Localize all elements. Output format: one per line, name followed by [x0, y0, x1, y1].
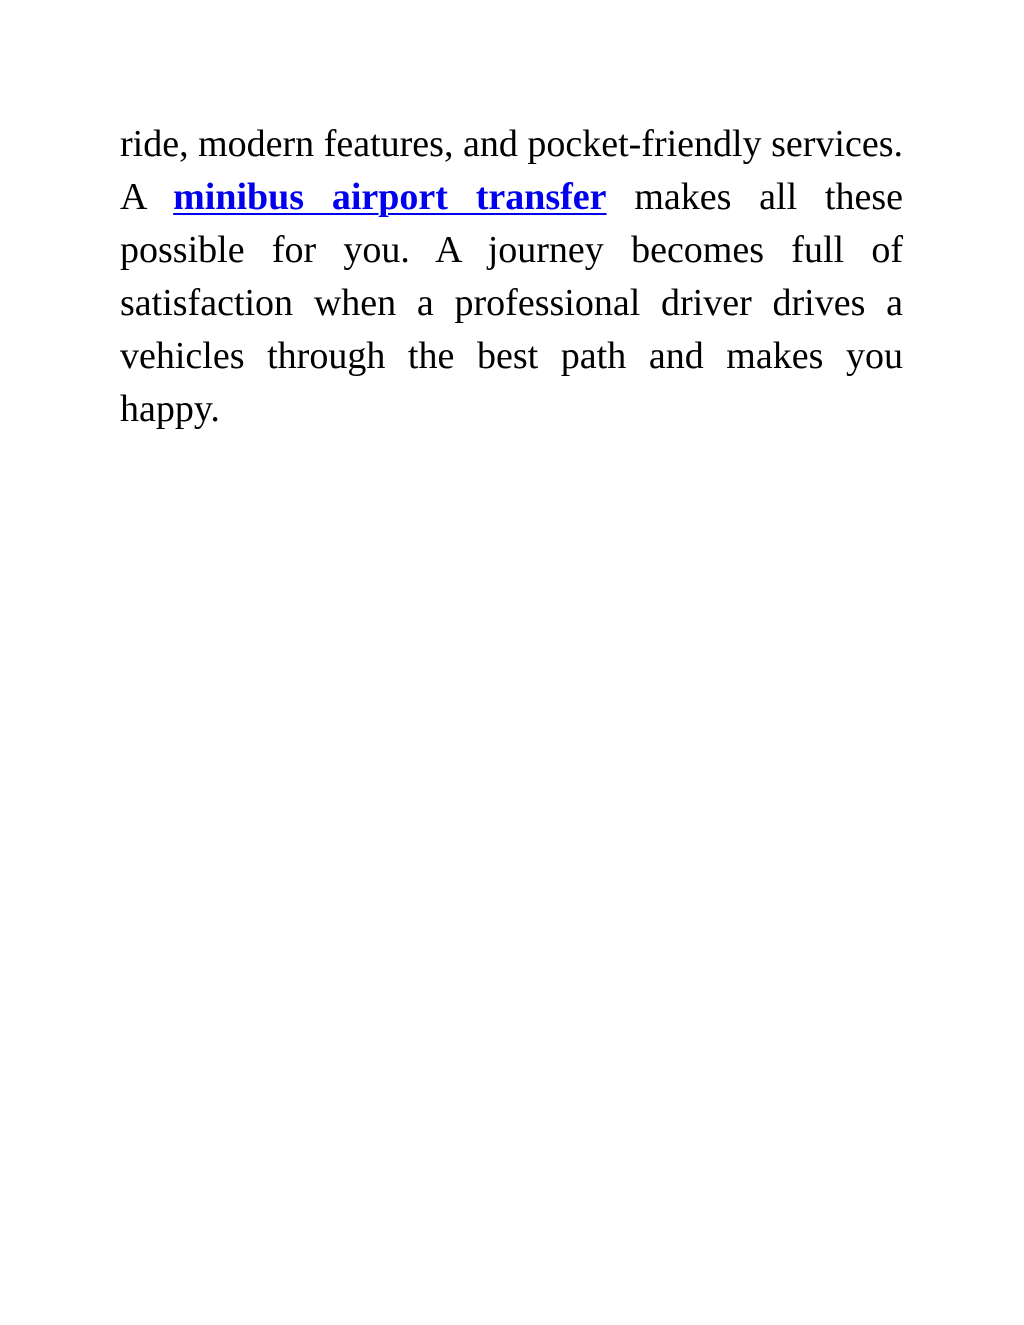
- paragraph-text-after-link: makes all these possible for you. A journey becomes full of satisfaction when a professional driver drives a vehicles through the best path and makes you happy.: [120, 176, 903, 430]
- minibus-airport-transfer-link[interactable]: minibus airport transfer: [173, 176, 607, 218]
- paragraph-text-before-link: ride, modern features, and pocket-friendly services. A: [120, 123, 903, 218]
- body-paragraph: [120, 118, 903, 436]
